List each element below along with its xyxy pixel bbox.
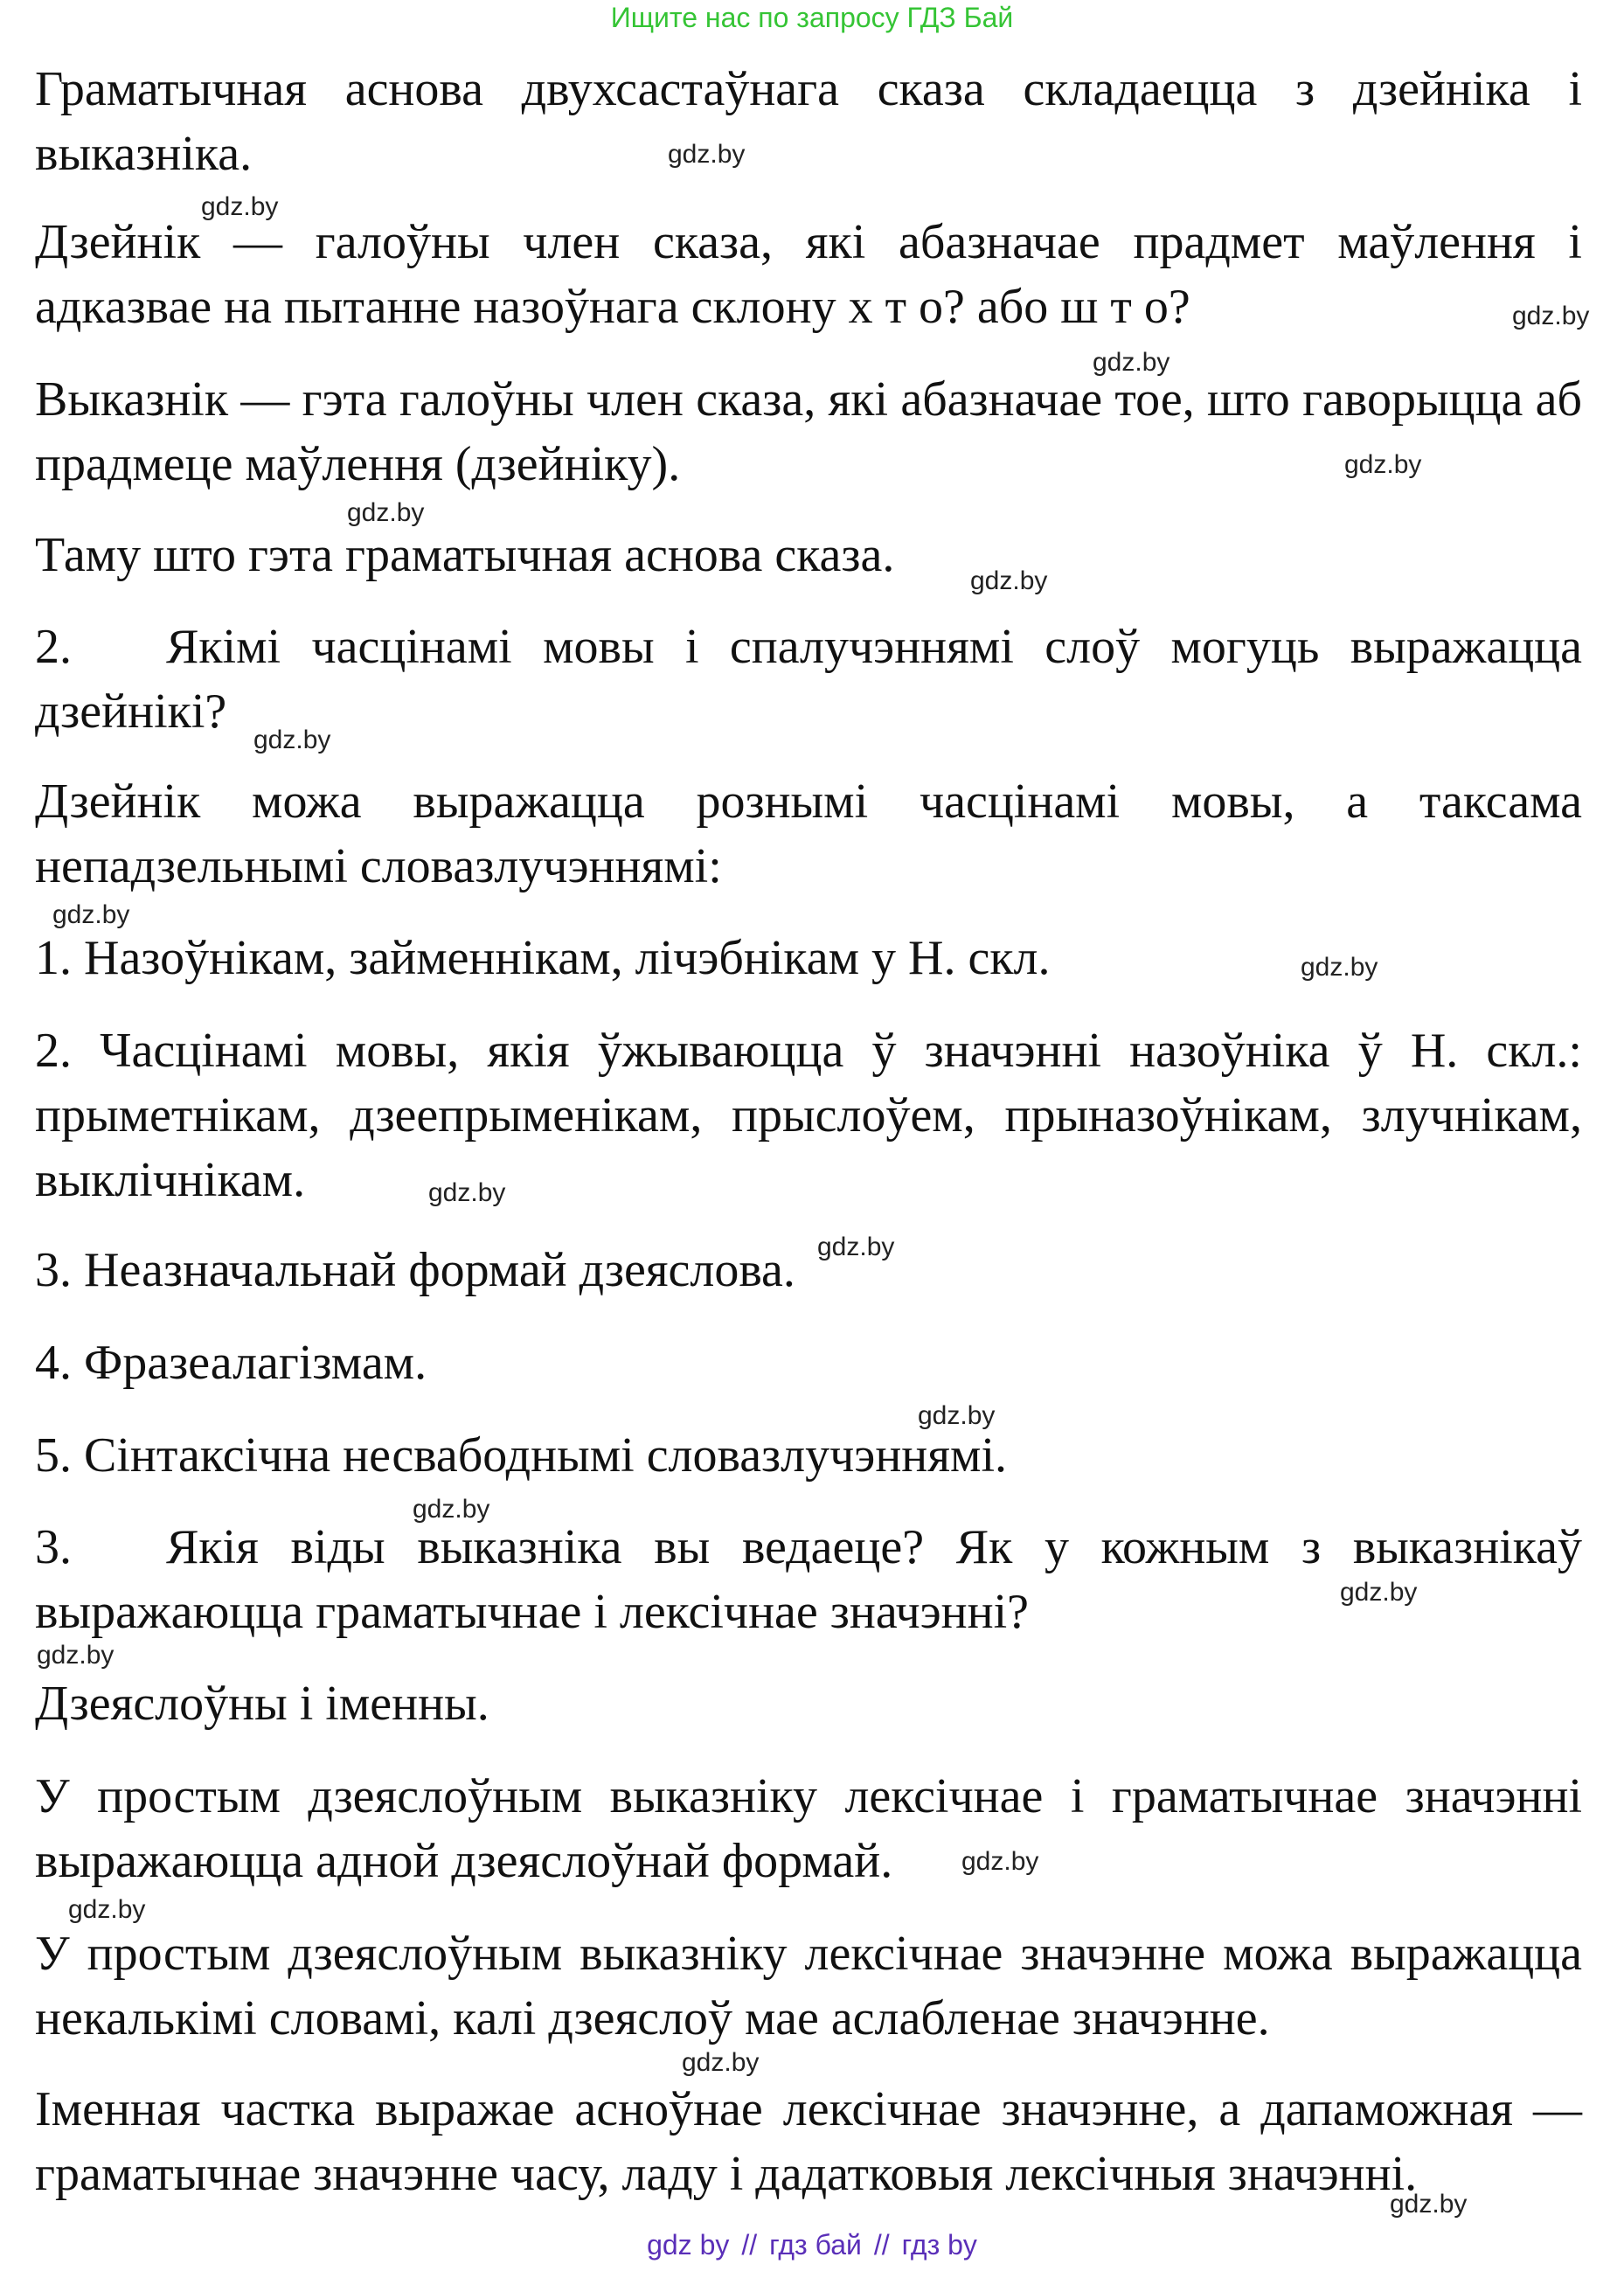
footer-separator: // <box>741 2229 758 2261</box>
watermark: gdz.by <box>1340 1578 1418 1607</box>
watermark: gdz.by <box>52 900 130 929</box>
footer-link-gdz-bai[interactable]: гдз бай <box>769 2229 862 2261</box>
watermark: gdz.by <box>817 1233 895 1261</box>
watermark: gdz.by <box>68 1895 146 1924</box>
watermark: gdz.by <box>961 1847 1039 1876</box>
watermark: gdz.by <box>668 140 746 169</box>
watermark: gdz.by <box>347 498 425 527</box>
watermark: gdz.by <box>201 192 279 221</box>
paragraph-6: Дзейнік можа выражацца рознымі часцінамі мовы, а таксама непадзельнымі словазлучэннямі: <box>35 774 1582 893</box>
footer-link-gdz-by-cyr[interactable]: гдз by <box>901 2229 977 2261</box>
paragraph-13: Дзеяслоўны і іменны. <box>35 1677 489 1731</box>
watermark: gdz.by <box>253 726 331 754</box>
paragraph-16: Іменная частка выражае асноўнае лексічнае значэнне, а дапаможная — граматычнае значэнне часу, ладу і дадатковыя лексічныя значэнні. <box>35 2082 1582 2201</box>
paragraph-2: Дзейнік — галоўны член сказа, які абазначае прадмет маўлення і адказвае на пытанне назоўнага склону х т о? або ш т о? <box>35 215 1582 334</box>
watermark: gdz.by <box>918 1401 996 1430</box>
question-number: 2. <box>35 620 72 674</box>
paragraph-15: У простым дзеяслоўным выказніку лексічнае значэнне можа выражацца некалькімі словамі, калі дзеяслоў мае аслабленае значэнне. <box>35 1927 1582 2045</box>
question-text: Якія віды выказніка вы ведаеце? Як у кожным з выказнікаў выражаюцца граматычнае і лексічнае значэнні? <box>35 1520 1582 1639</box>
site-banner[interactable]: Ищите нас по запросу ГДЗ Бай <box>610 2 1014 33</box>
watermark: gdz.by <box>1093 348 1170 377</box>
list-item-4: 4. Фразеалагізмам. <box>35 1336 427 1390</box>
watermark: gdz.by <box>37 1641 115 1670</box>
footer-link-gdz-by[interactable]: gdz by <box>647 2229 730 2261</box>
question-text: Якімі часцінамі мовы і спалучэннямі слоў могуць выражацца дзейнікі? <box>35 620 1582 739</box>
paragraph-3: Выказнік — гэта галоўны член сказа, які абазначае тое, што гаворыцца аб прадмеце маўлення (дзейніку). <box>35 372 1582 491</box>
watermark: gdz.by <box>970 566 1048 595</box>
paragraph-14: У простым дзеяслоўным выказніку лексічнае і граматычнае значэнні выражаюцца адной дзеяслоўнай формай. <box>35 1769 1582 1888</box>
watermark: gdz.by <box>1344 450 1422 479</box>
footer-separator: // <box>873 2229 890 2261</box>
list-item-2: 2. Часцінамі мовы, якія ўжываюцца ў значэнні назоўніка ў Н. скл.: прыметнікам, дзеепрыменікам, прыслоўем, прыназоўнікам, злучнікам, выклічнікам. <box>35 1024 1582 1207</box>
watermark: gdz.by <box>1301 953 1378 982</box>
list-item-3: 3. Неазначальнай формай дзеяслова. <box>35 1243 795 1297</box>
footer-links <box>0 2227 1624 2262</box>
list-item-5: 5. Сінтаксічна несвабоднымі словазлучэннямі. <box>35 1428 1008 1483</box>
paragraph-4: Таму што гэта граматычная аснова сказа. <box>35 528 895 582</box>
watermark: gdz.by <box>682 2048 760 2077</box>
paragraph-1: Граматычная аснова двухсастаўнага сказа складаецца з дзейніка і выказніка. <box>35 62 1582 181</box>
watermark: gdz.by <box>413 1495 490 1524</box>
watermark: gdz.by <box>428 1178 506 1207</box>
question-number: 3. <box>35 1520 72 1574</box>
watermark: gdz.by <box>1390 2190 1468 2219</box>
watermark: gdz.by <box>1512 302 1590 330</box>
question-2 <box>35 615 1582 744</box>
list-item-1: 1. Назоўнікам, займеннікам, лічэбнікам у Н. скл. <box>35 931 1051 985</box>
